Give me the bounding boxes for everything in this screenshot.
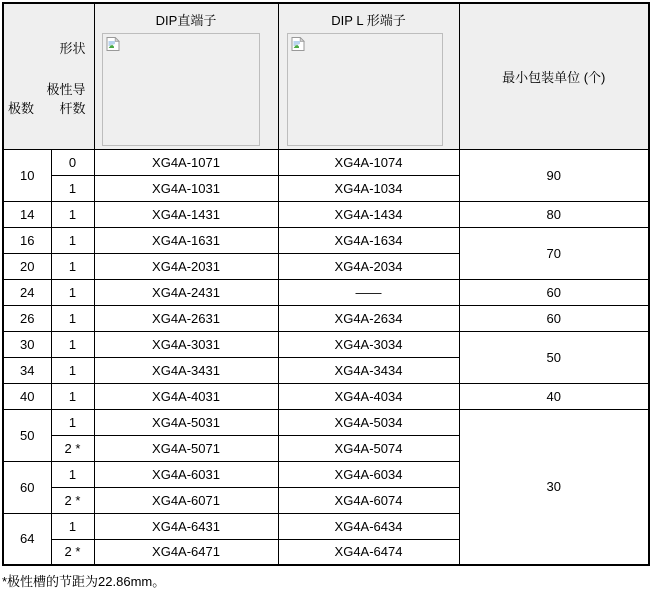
footnote: *极性槽的节距为22.86mm。 [2,574,166,589]
model-straight-cell: XG4A-2031 [94,253,278,279]
model-straight-cell: XG4A-3031 [94,331,278,357]
model-straight-cell: XG4A-6071 [94,487,278,513]
guide-count-cell: 1 [51,513,94,539]
model-straight-cell: XG4A-1031 [94,175,278,201]
guide-count-cell: 2 * [51,487,94,513]
guide-count-cell: 1 [51,357,94,383]
guide-count-cell: 2 * [51,539,94,565]
guide-count-cell: 1 [51,409,94,435]
table-row [3,409,649,435]
table-row [3,383,649,409]
model-l-cell: XG4A-4034 [278,383,459,409]
model-straight-cell: XG4A-3431 [94,357,278,383]
model-straight-cell: XG4A-1431 [94,201,278,227]
table-row [3,331,649,357]
table-header-row [3,3,649,149]
model-straight-cell: XG4A-6471 [94,539,278,565]
model-l-cell: XG4A-3434 [278,357,459,383]
pole-count-cell: 24 [3,279,51,305]
guide-count-cell: 1 [51,279,94,305]
package-qty-cell: 30 [459,409,649,565]
model-straight-cell: XG4A-1631 [94,227,278,253]
guide-count-cell: 1 [51,201,94,227]
dip-l-image-placeholder [287,33,443,146]
table-row [3,201,649,227]
dip-straight-image-placeholder [102,33,260,146]
model-straight-cell: XG4A-4031 [94,383,278,409]
model-l-cell: XG4A-1434 [278,201,459,227]
model-l-cell: XG4A-6074 [278,487,459,513]
guide-count-cell: 1 [51,331,94,357]
guide-count-cell: 1 [51,227,94,253]
pole-count-cell: 10 [3,149,51,201]
package-qty-cell: 90 [459,149,649,201]
broken-image-icon [291,37,305,51]
table-row [3,149,649,175]
polarity-label-line2: 杆数 [59,101,86,116]
model-l-cell: XG4A-6434 [278,513,459,539]
package-qty-cell: 50 [459,331,649,383]
pole-count-cell: 16 [3,227,51,253]
guide-count-cell: 1 [51,175,94,201]
package-qty-cell: 60 [459,279,649,305]
guide-count-cell: 1 [51,305,94,331]
guide-count-cell: 1 [51,383,94,409]
model-l-cell: XG4A-1074 [278,149,459,175]
polarity-label-line1: 极性导 [46,82,86,97]
guide-count-cell: 2 * [51,435,94,461]
model-l-cell: XG4A-5074 [278,435,459,461]
connector-spec-table [2,2,650,566]
package-qty-cell: 70 [459,227,649,279]
model-l-cell: XG4A-6034 [278,461,459,487]
table-row [3,305,649,331]
package-qty-cell: 60 [459,305,649,331]
guide-count-cell: 1 [51,461,94,487]
table-row [3,227,649,253]
min-package-header-cell: 最小包装单位 (个) [459,3,649,149]
model-straight-cell: XG4A-6431 [94,513,278,539]
model-l-cell: XG4A-6474 [278,539,459,565]
poles-label: 极数 [8,101,35,116]
pole-count-cell: 50 [3,409,51,461]
shape-label: 形状 [59,41,86,56]
pole-count-cell: 40 [3,383,51,409]
table-row [3,279,649,305]
model-straight-cell: XG4A-5071 [94,435,278,461]
package-qty-cell: 80 [459,201,649,227]
dip-l-header-cell [278,3,459,149]
pole-count-cell: 26 [3,305,51,331]
model-straight-cell: XG4A-2631 [94,305,278,331]
model-straight-cell: XG4A-1071 [94,149,278,175]
pole-count-cell: 34 [3,357,51,383]
model-straight-cell: XG4A-6031 [94,461,278,487]
pole-count-cell: 60 [3,461,51,513]
package-qty-cell: 40 [459,383,649,409]
dip-straight-title: DIP直端子 [155,13,217,29]
model-l-cell: XG4A-2634 [278,305,459,331]
pole-count-cell: 14 [3,201,51,227]
model-l-cell: XG4A-3034 [278,331,459,357]
model-straight-cell: XG4A-2431 [94,279,278,305]
polarity-guide-label [46,80,85,118]
model-l-cell: XG4A-2034 [278,253,459,279]
model-l-cell: XG4A-1034 [278,175,459,201]
guide-count-cell: 1 [51,253,94,279]
dip-l-title: DIP L 形端子 [331,13,406,29]
guide-count-cell: 0 [51,149,94,175]
pole-count-cell: 30 [3,331,51,357]
dip-straight-header-cell [94,3,278,149]
pole-count-cell: 64 [3,513,51,565]
corner-header-cell [3,3,94,149]
model-l-cell: —— [278,279,459,305]
model-straight-cell: XG4A-5031 [94,409,278,435]
model-l-cell: XG4A-1634 [278,227,459,253]
pole-count-cell: 20 [3,253,51,279]
broken-image-icon [106,37,120,51]
model-l-cell: XG4A-5034 [278,409,459,435]
